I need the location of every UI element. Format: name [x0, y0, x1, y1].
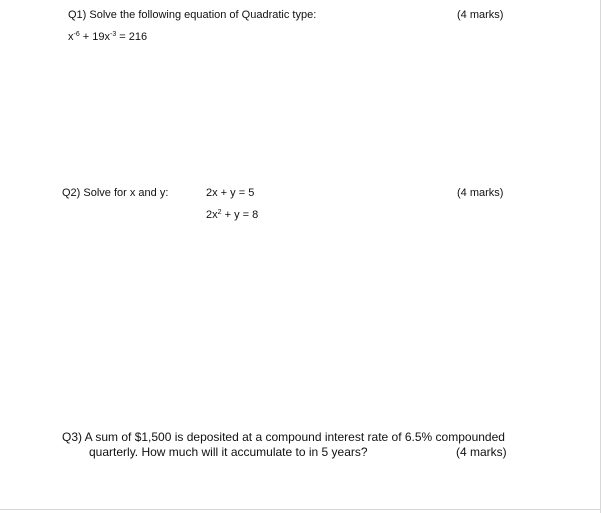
q1-marks: (4 marks)	[457, 9, 504, 21]
page-border-bottom	[0, 509, 601, 510]
q1-equation	[68, 31, 147, 44]
q2-eq2-exp: 2	[217, 209, 222, 216]
q1-eq-exp2: -3	[110, 31, 117, 38]
q2-eq2-base: 2x	[206, 209, 218, 221]
q2-eq1: 2x + y = 5	[206, 187, 255, 199]
page-border-right	[600, 0, 601, 513]
q1-eq-exp1: -6	[73, 31, 80, 38]
q1-question: Q1) Solve the following equation of Quadratic type:	[68, 9, 317, 21]
q1-eq-base1: x	[68, 31, 74, 43]
q3-marks: (4 marks)	[456, 445, 507, 459]
q1-eq-plus: + 19x	[79, 31, 111, 43]
q2-marks: (4 marks)	[457, 187, 504, 199]
q3-question-line1: Q3) A sum of $1,500 is deposited at a compound interest rate of 6.5% compounded	[62, 430, 505, 444]
q2-question: Q2) Solve for x and y:	[62, 187, 169, 199]
q1-eq-rest: = 216	[116, 31, 148, 43]
q3-question-line2: quarterly. How much will it accumulate to in 5 years?	[89, 445, 368, 459]
q2-eq2-rest: + y = 8	[221, 209, 259, 221]
q2-eq2	[206, 209, 258, 222]
